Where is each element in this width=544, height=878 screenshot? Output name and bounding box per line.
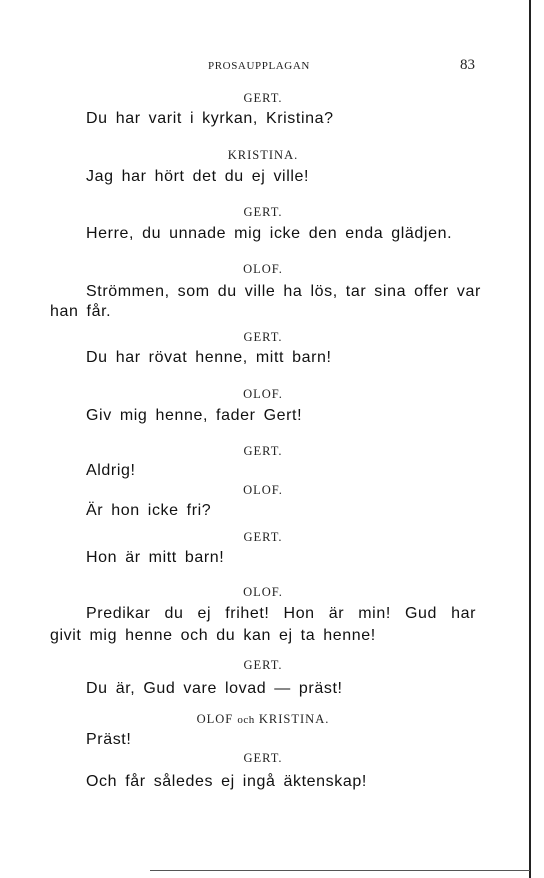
dialogue-line: Giv mig henne, fader Gert! [86, 407, 303, 424]
speaker-label: GERT. [243, 658, 283, 672]
dialogue-line: Du har rövat henne, mitt barn! [86, 349, 332, 366]
dialogue-line: Du har varit i kyrkan, Kristina? [86, 110, 334, 127]
speaker-name: OLOF [196, 712, 234, 726]
speaker-conjunction: och [237, 714, 255, 726]
speaker-label: OLOF. [243, 585, 283, 599]
speaker-label: GERT. [243, 91, 283, 105]
speaker-label: GERT. [243, 444, 283, 458]
speaker-label: OLOF. [243, 483, 283, 497]
speaker-label: OLOF. [243, 262, 283, 276]
speaker-label: GERT. [243, 330, 283, 344]
speaker-label: KRISTINA. [227, 148, 299, 162]
dialogue-line: Präst! [86, 731, 132, 748]
dialogue-line: Du är, Gud vare lovad — präst! [86, 680, 343, 697]
dialogue-line: han får. [50, 303, 112, 320]
page-number: 83 [460, 57, 475, 73]
dialogue-line: Predikar du ej frihet! Hon är min! Gud har [86, 605, 476, 622]
speaker-label: OLOF. [243, 387, 283, 401]
running-head: PROSAUPPLAGAN [208, 60, 310, 72]
page-edge-bottom [150, 870, 530, 871]
speaker-label: GERT. [243, 205, 283, 219]
speaker-name: KRISTINA. [258, 712, 330, 726]
speaker-label: GERT. [243, 530, 283, 544]
dialogue-line: Jag har hört det du ej ville! [86, 168, 310, 185]
page-edge-right [529, 0, 531, 878]
joint-speaker-label [50, 712, 476, 727]
dialogue-line: Och får således ej ingå äktenskap! [86, 773, 367, 790]
dialogue-line: Hon är mitt barn! [86, 549, 225, 566]
dialogue-line: Är hon icke fri? [86, 502, 212, 519]
dialogue-line: Herre, du unnade mig icke den enda glädjen. [86, 225, 453, 242]
dialogue-line: givit mig henne och du kan ej ta henne! [50, 627, 376, 644]
dialogue-line: Aldrig! [86, 462, 136, 479]
dialogue-line: Strömmen, som du ville ha lös, tar sina offer var [86, 283, 481, 300]
speaker-label: GERT. [243, 751, 283, 765]
